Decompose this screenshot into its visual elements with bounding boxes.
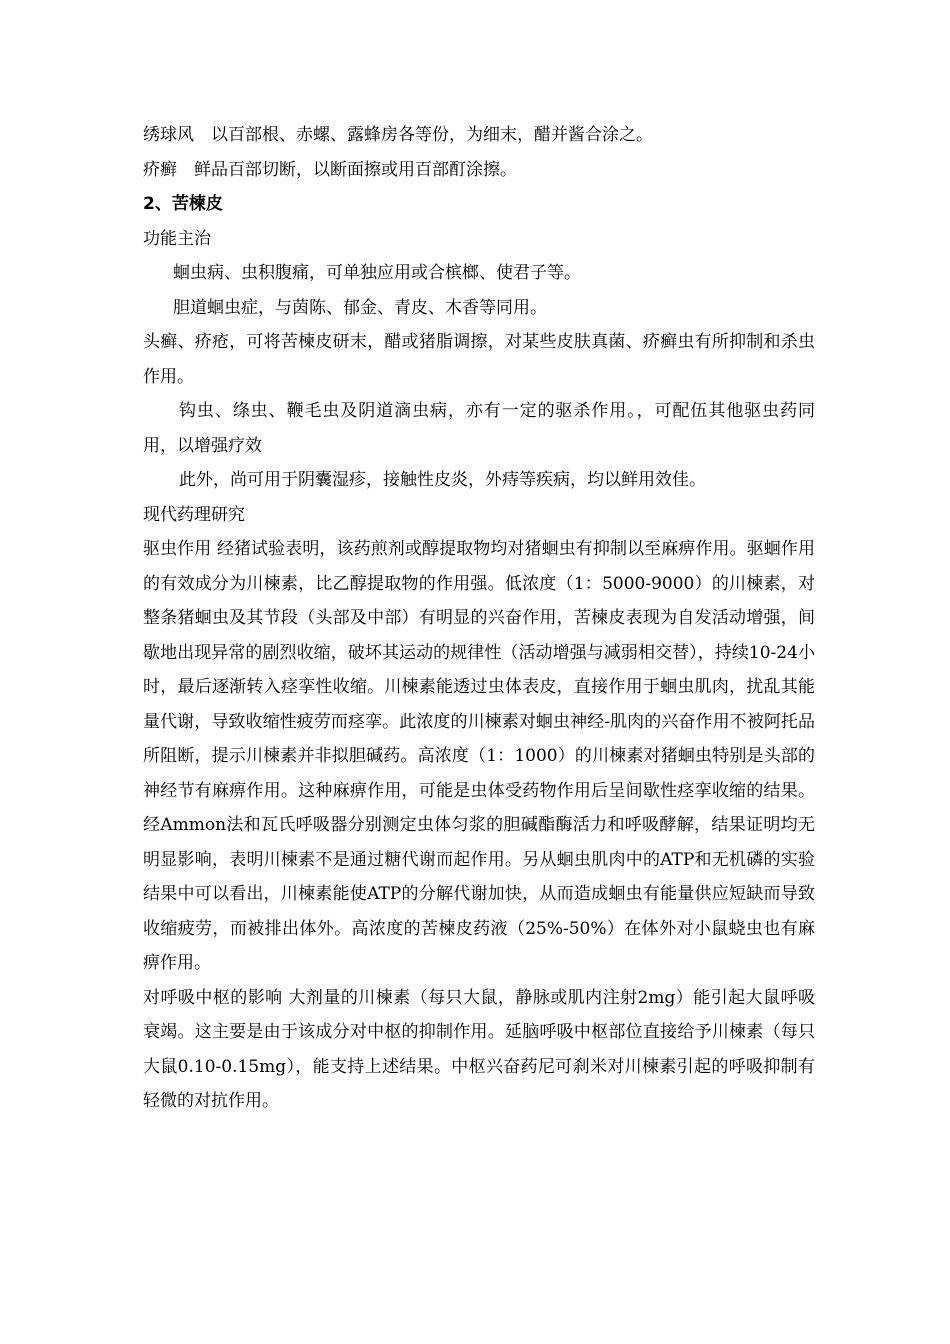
section-heading-kulianpi: 2、苦楝皮 [143,194,223,214]
paragraph-hookworm: 钩虫、绦虫、鞭毛虫及阴道滴虫病，亦有一定的驱杀作用。，可配伍其他驱虫药同用，以增强疗效 [143,401,815,456]
paragraph-anthelmintic: 驱虫作用 经猪试验表明，该药煎剂或醇提取物均对猪蛔虫有抑制以至麻痹作用。驱蛔作用的有效成分为川楝素，比乙醇提取物的作用强。低浓度（1：5000-9000）的川楝素，对整条猪蛔虫及其节段（头部及中部）有明显的兴奋作用，苦楝皮表现为自发活动增强，间歇地出现异常的剧烈收缩，破坏其运动的规律性（活动增强与减弱相交替），持续10-24小时，最后逐渐转入痉挛性收缩。川楝素能透过虫体表皮，直接作用于蛔虫肌肉，扰乱其能量代谢，导致收缩性疲劳而痉挛。此浓度的川楝素对蛔虫神经-肌肉的兴奋作用不被阿托品所阻断，提示川楝素并非拟胆碱药。高浓度（1：1000）的川楝素对猪蛔虫特别是头部的神经节有麻痹作用。这种麻痹作用，可能是虫体受药物作用后呈间歇性痉挛收缩的结果。经Ammon法和瓦氏呼吸器分别测定虫体匀浆的胆碱酯酶活力和呼吸酵解，结果证明均无明显影响，表明川楝素不是通过糖代谢而起作用。另从蛔虫肌肉中的ATP和无机磷的实验结果中可以看出，川楝素能使ATP的分解代谢加快，从而造成蛔虫有能量供应短缺而导致收缩疲劳，而被排出体外。高浓度的苦楝皮药液（25%-50%）在体外对小鼠蛲虫也有麻痹作用。 [143,539,815,973]
paragraph-respiratory-center: 对呼吸中枢的影响 大剂量的川楝素（每只大鼠，静脉或肌内注射2mg）能引起大鼠呼吸衰竭。这主要是由于该成分对中枢的抑制作用。延脑呼吸中枢部位直接给予川楝素（每只大鼠0.10-0.15mg），能支持上述结果。中枢兴奋药尼可刹米对川楝素引起的呼吸抑制有轻微的对抗作用。 [143,987,815,1111]
paragraph-xiuqiufeng: 绣球风 以百部根、赤螺、露蜂房各等份，为细末，醋并酱合涂之。 [143,125,653,145]
paragraph-biliary-ascariasis: 胆道蛔虫症，与茵陈、郁金、青皮、木香等同用。 [173,297,547,318]
subheading-function: 功能主治 [143,228,211,249]
paragraph-eczema: 此外，尚可用于阴囊湿疹，接触性皮炎，外痔等疾病，均以鲜用效佳。 [179,470,706,490]
document-page [143,118,815,1119]
subheading-pharmacology: 现代药理研究 [143,504,245,525]
paragraph-tinea: 头癣、疥疮，可将苦楝皮研末，醋或猪脂调擦，对某些皮肤真菌、疥癣虫有所抑制和杀虫作用。 [143,332,815,387]
paragraph-roundworm: 蛔虫病、虫积腹痛，可单独应用或合槟榔、使君子等。 [173,263,581,283]
paragraph-jiexuan: 疥癣 鲜品百部切断，以断面擦或用百部酊涂擦。 [143,159,517,180]
